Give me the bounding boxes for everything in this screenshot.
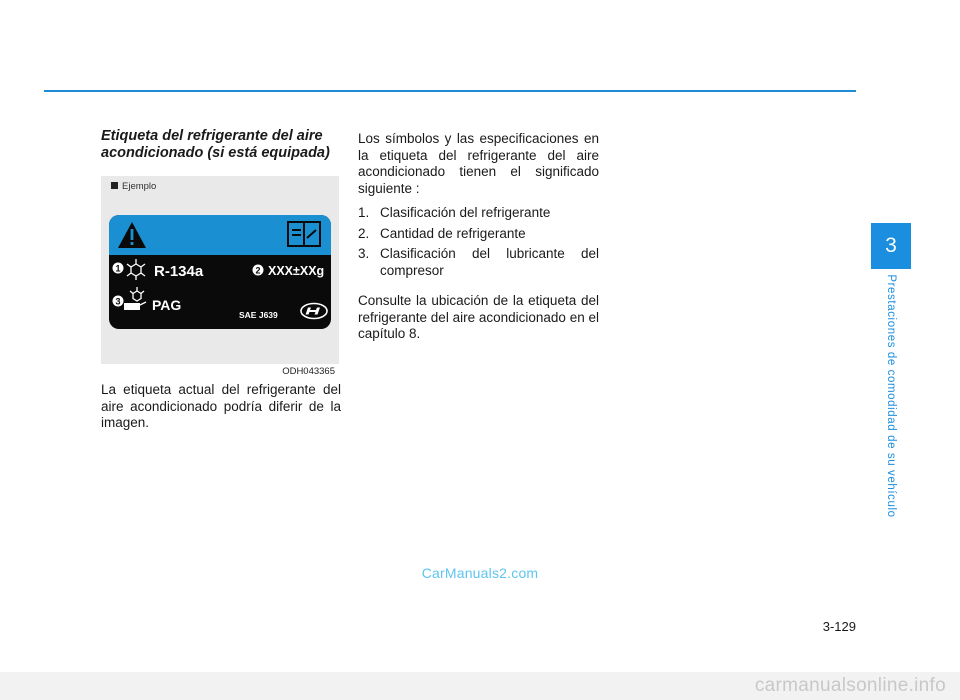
marker-2-badge	[253, 265, 264, 276]
marker-3-text: 3	[115, 296, 121, 307]
chapter-tab: 3	[871, 223, 911, 269]
section-heading-line-1: Etiqueta del refrigerante del aire	[101, 128, 323, 144]
section-heading	[101, 128, 341, 162]
refrigerant-label	[108, 214, 332, 330]
chapter-title: Prestaciones de comodidad de su vehículo	[885, 274, 897, 518]
list-item-text: Cantidad de refrigerante	[380, 225, 526, 241]
list-item	[358, 226, 599, 243]
marker-1-badge	[113, 263, 124, 274]
spec-list	[358, 205, 599, 279]
marker-3-badge	[113, 296, 124, 307]
site-watermark[interactable]: CarManuals2.com	[421, 565, 539, 581]
list-item-number: 1.	[358, 205, 370, 220]
consult-location-text: Consulte la ubicación de la etiqueta del refrigerante del aire acondicionado en el capítulo 8.	[358, 293, 599, 341]
example-tag-text: Ejemplo	[122, 181, 157, 192]
page-number: 3-129	[822, 619, 856, 634]
left-body-text: La etiqueta actual del refrigerante del aire acondicionado podría diferir de la imagen.	[101, 382, 341, 430]
section-heading-line-2: acondicionado (si está equipada)	[101, 145, 330, 161]
list-item	[358, 205, 599, 222]
standard-text: SAE J639	[239, 310, 278, 320]
marker-2-text: 2	[255, 265, 261, 276]
left-column	[101, 128, 341, 445]
marker-1-text: 1	[115, 263, 121, 274]
refrigerant-amount-text: XXX±XXg	[268, 264, 325, 278]
right-column	[358, 131, 599, 343]
symbols-intro-text: Los símbolos y las especificaciones en la etiqueta del refrigerante del aire acondicionado tienen el significado siguiente :	[358, 131, 599, 196]
refrigerant-type-text: R-134a	[154, 263, 204, 280]
example-tag	[111, 181, 156, 192]
square-bullet-icon	[111, 182, 118, 189]
list-item	[358, 246, 599, 279]
header-rule	[44, 90, 856, 92]
refrigerant-label-figure	[101, 176, 339, 377]
list-item-text: Clasificación del refrigerante	[380, 205, 551, 220]
figure-code: ODH043365	[282, 366, 335, 377]
lubricant-type-text: PAG	[152, 297, 182, 313]
list-item-number: 3.	[358, 246, 370, 261]
list-item-text: Clasificación del lubricante del compresor	[380, 246, 599, 278]
list-item-number: 2.	[358, 225, 370, 241]
footer-watermark[interactable]: carmanualsonline.info	[754, 675, 946, 696]
